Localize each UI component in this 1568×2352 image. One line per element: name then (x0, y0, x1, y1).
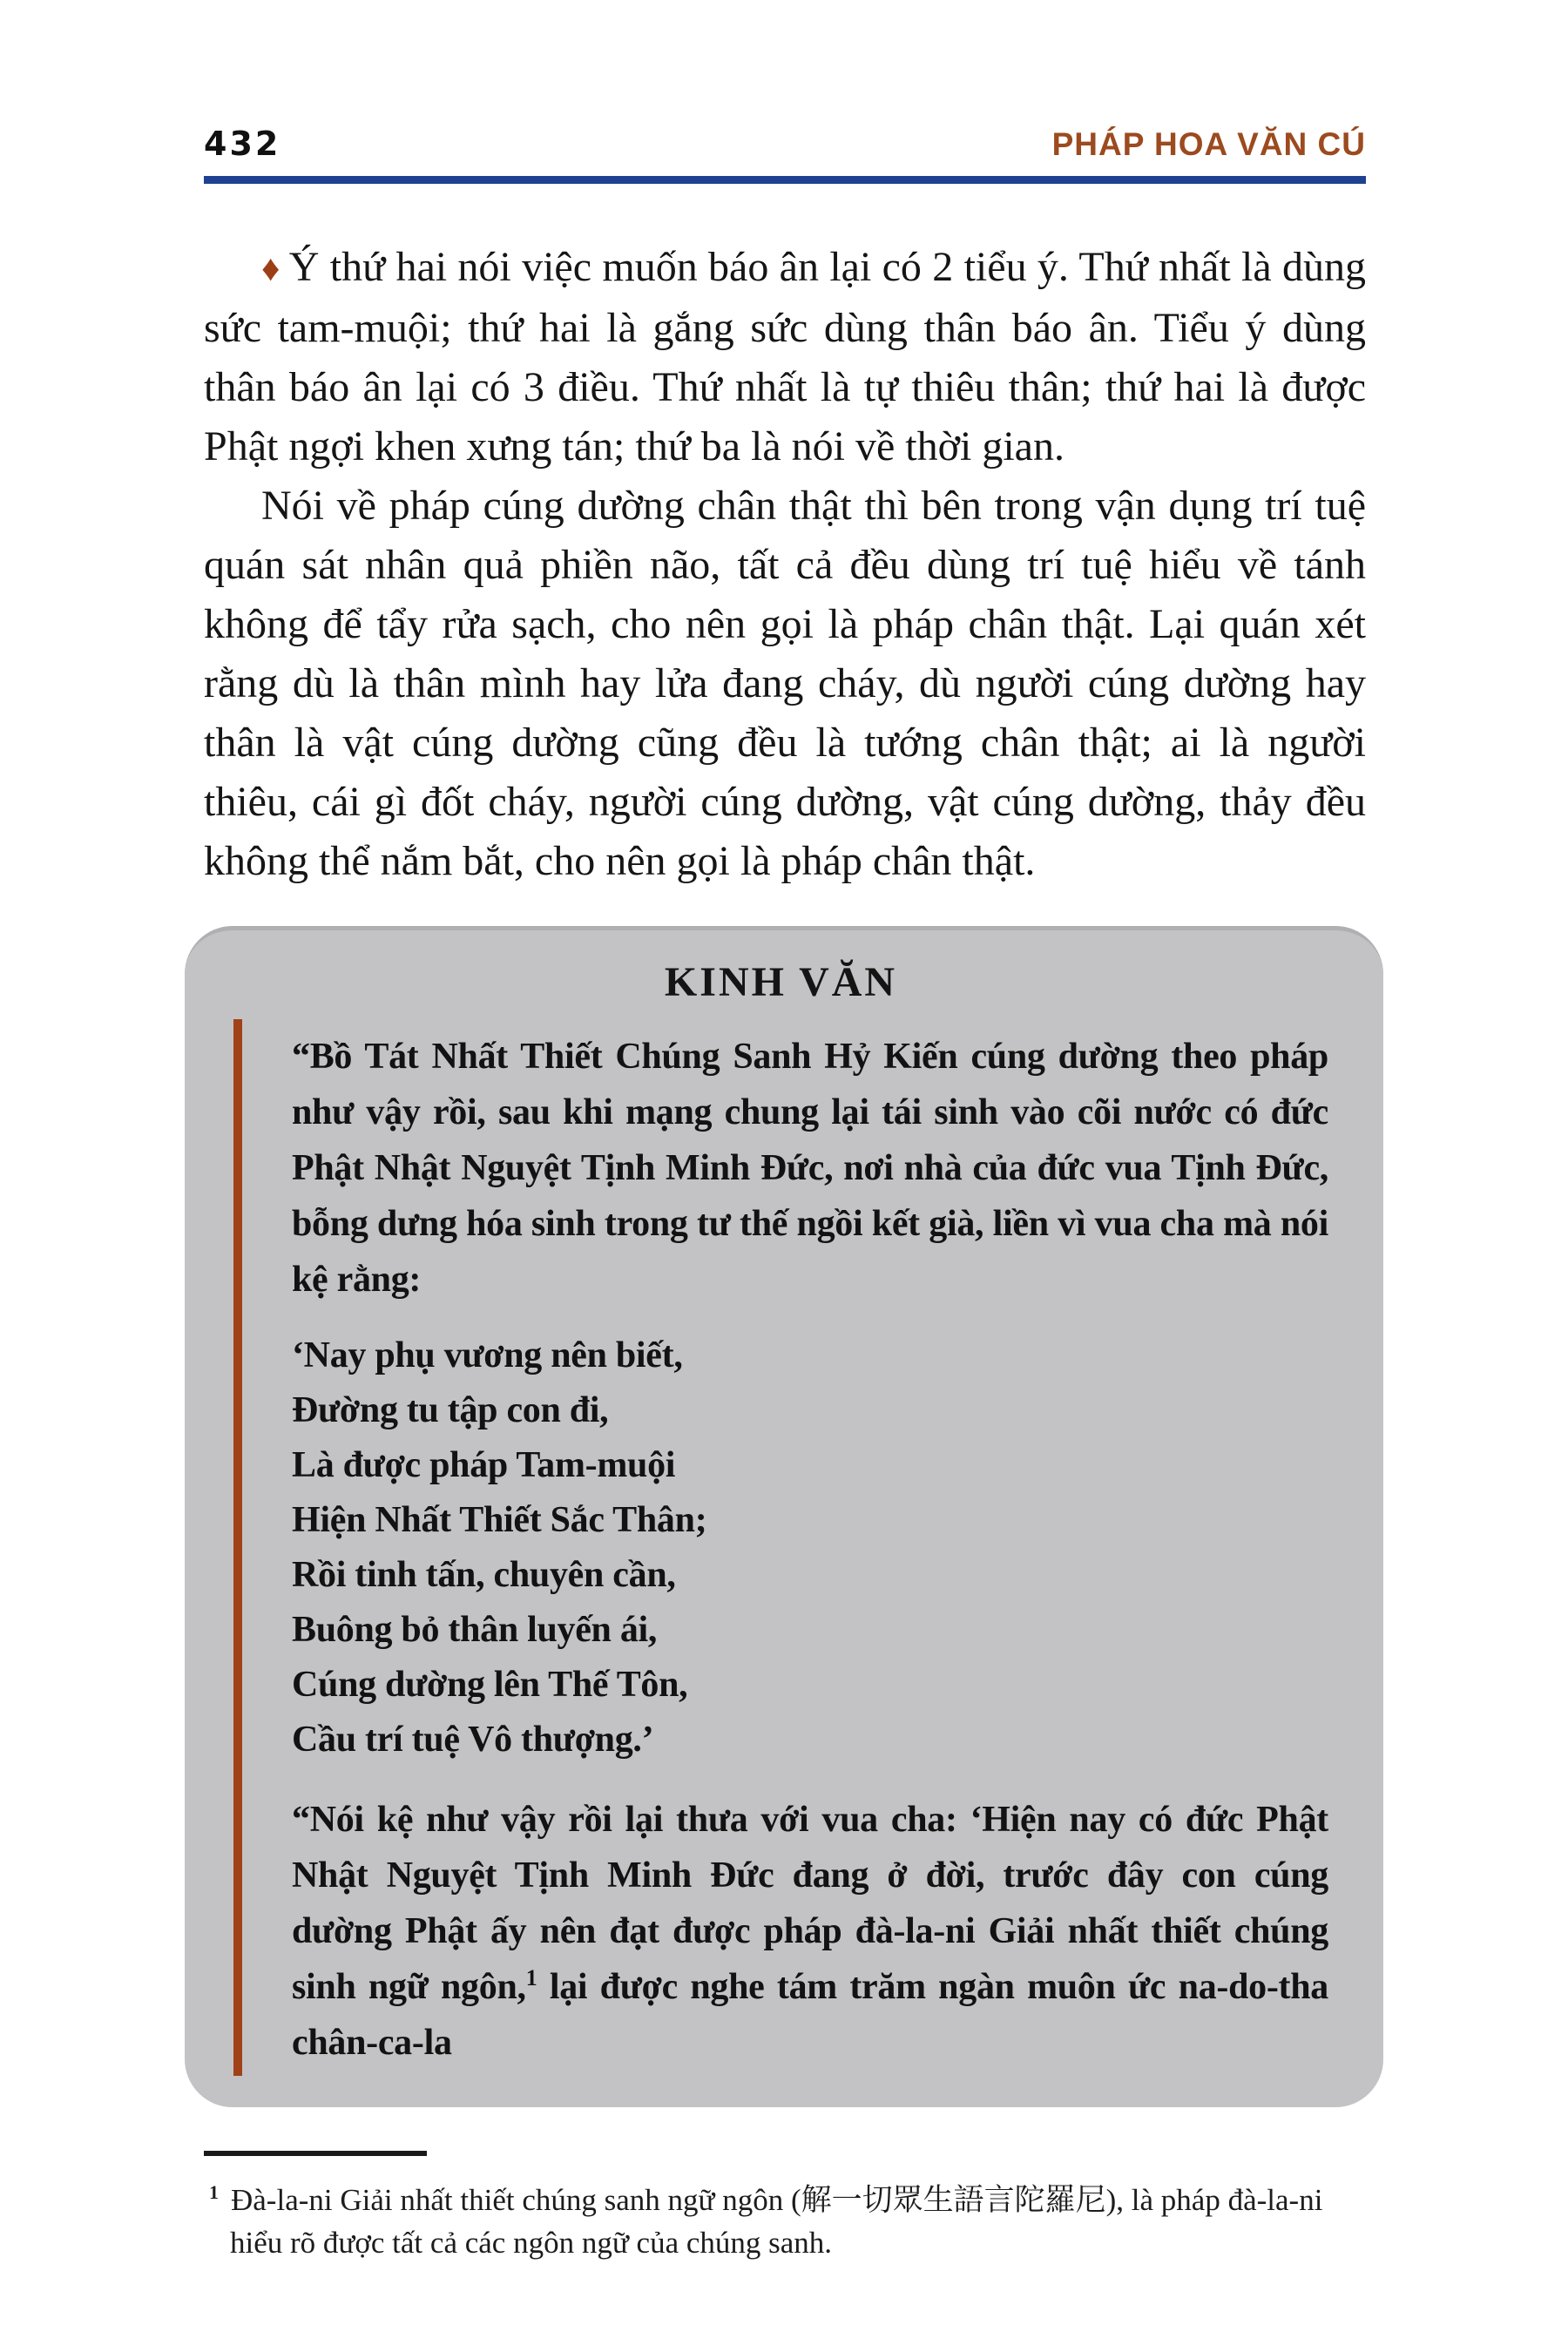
body-text (204, 238, 1366, 891)
quote-content (292, 1029, 1328, 2071)
verse-line: ‘Nay phụ vương nên biết, (292, 1335, 683, 1375)
paragraph-text: Ý thứ hai nói việc muốn báo ân lại có 2 tiểu ý. Thứ nhất là dùng sức tam-muội; thứ hai là gắng sức dùng thân báo ân. Tiểu ý dùng thân báo ân lại có 3 điều. Thứ nhất là tự thiêu thân; thứ hai là được Phật ngợi khen xưng tán; thứ ba là nói về thời gian. (204, 244, 1366, 470)
running-title: PHÁP HOA VĂN CÚ (1051, 126, 1366, 162)
footnote-marker: 1 (209, 2181, 219, 2204)
page-number: 432 (204, 125, 281, 163)
verse-line: Hiện Nhất Thiết Sắc Thân; (292, 1500, 707, 1540)
kinh-van-box (185, 926, 1383, 2107)
page-header (204, 125, 1366, 163)
quote-accent-bar (233, 1019, 242, 2076)
verse-line: Cúng dường lên Thế Tôn, (292, 1665, 688, 1705)
verse-line: Rồi tinh tấn, chuyên cần, (292, 1555, 676, 1595)
footnote-reference: 1 (525, 1965, 537, 1990)
footnote (204, 2179, 1366, 2264)
quote-text: “Nói kệ như vậy rồi lại thưa với vua cha: ‘Hiện nay có đức Phật Nhật Nguyệt Tịnh Minh Đức đang ở đời, trước đây con cúng dường Phật ấy nên đạt được pháp đà-la-ni Giải nhất thiết chúng sinh ngữ ngôn, (292, 1800, 1328, 2007)
diamond-bullet-icon: ♦ (261, 249, 280, 289)
verse-block (292, 1328, 1328, 1767)
quote-paragraph: “Bồ Tát Nhất Thiết Chúng Sanh Hỷ Kiến cúng dường theo pháp như vậy rồi, sau khi mạng chung lại tái sinh vào cõi nước có đức Phật Nhật Nguyệt Tịnh Minh Đức, nơi nhà của đức vua Tịnh Đức, bỗng dưng hóa sinh trong tư thế ngồi kết già, liền vì vua cha mà nói kệ rằng: (292, 1037, 1328, 1300)
quote-paragraph (292, 1792, 1328, 2071)
paragraph-text: Nói về pháp cúng dường chân thật thì bên trong vận dụng trí tuệ quán sát nhân quả phiền não, tất cả đều dùng trí tuệ hiểu về tánh không để tẩy rửa sạch, cho nên gọi là pháp chân thật. Lại quán xét rằng dù là thân mình hay lửa đang cháy, dù người cúng dường hay thân là vật cúng dường cũng đều là tướng chân thật; ai là người thiêu, cái gì đốt cháy, người cúng dường, vật cúng dường, thảy đều không thể nắm bắt, cho nên gọi là pháp chân thật. (204, 483, 1366, 884)
footnote-divider (204, 2151, 427, 2156)
verse-line: Đường tu tập con đi, (292, 1390, 609, 1430)
verse-line: Là được pháp Tam-muội (292, 1445, 676, 1485)
verse-line: Cầu trí tuệ Vô thượng.’ (292, 1720, 654, 1760)
verse-line: Buông bỏ thân luyến ái, (292, 1610, 658, 1650)
header-divider (204, 176, 1366, 184)
footnote-text: Đà-la-ni Giải nhất thiết chúng sanh ngữ ngôn (解一切眾生語言陀羅尼), là pháp đà-la-ni hiểu rõ được tất cả các ngôn ngữ của chúng sanh. (230, 2183, 1323, 2260)
paragraph (204, 238, 1366, 476)
paragraph (204, 476, 1366, 891)
quote-text: lại được nghe tám trăm ngàn muôn ức na-do-tha chân-ca-la (292, 1967, 1328, 2063)
kinh-van-title: KINH VĂN (664, 959, 898, 1005)
